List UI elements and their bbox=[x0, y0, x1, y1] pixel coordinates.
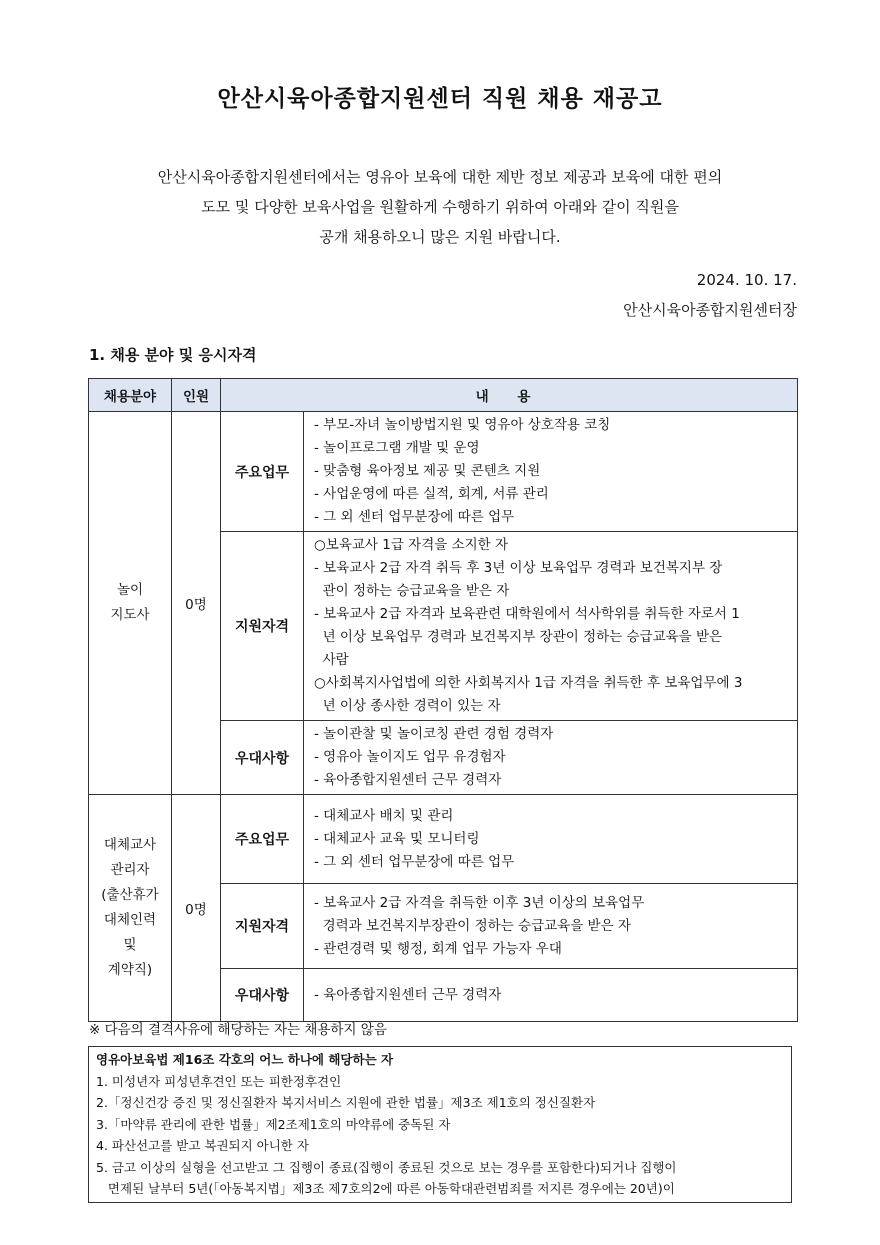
disqualification-list bbox=[96, 1071, 791, 1200]
list-item: - 육아종합지원센터 근무 경력자 bbox=[314, 772, 502, 788]
disqualification-note: ※ 다음의 결격사유에 해당하는 자는 채용하지 않음 bbox=[89, 1022, 387, 1038]
page-title: 안산시육아종합지원센터 직원 채용 재공고 bbox=[217, 86, 663, 112]
intro-line: 안산시육아종합지원센터에서는 영유아 보육에 대한 제반 정보 제공과 보육에 대한 편의 bbox=[157, 168, 723, 186]
header-category: 채용분야 bbox=[89, 379, 172, 412]
sub-category-label: 지원자격 bbox=[221, 884, 304, 969]
list-item: - 맞춤형 육아정보 제공 및 콘텐츠 지원 bbox=[314, 463, 541, 479]
sub-category-items bbox=[304, 721, 798, 795]
table-header-row bbox=[89, 379, 798, 412]
section-title: 1. 채용 분야 및 응시자격 bbox=[89, 346, 257, 364]
recruitment-table bbox=[88, 378, 798, 1022]
list-item: - 보육교사 2급 자격 취득 후 3년 이상 보육업무 경력과 보건복지부 장 bbox=[314, 560, 723, 576]
list-item: 사람 bbox=[314, 652, 349, 668]
list-item: 관이 정하는 승급교육을 받은 자 bbox=[314, 583, 510, 599]
recruit-category bbox=[89, 795, 172, 1022]
list-item: - 대체교사 교육 및 모니터링 bbox=[314, 830, 480, 847]
sub-category-label: 우대사항 bbox=[221, 969, 304, 1022]
list-item: - 보육교사 2급 자격을 취득한 이후 3년 이상의 보육업무 bbox=[314, 894, 645, 911]
category-line: 대체인력 bbox=[103, 912, 157, 928]
list-item: - 보육교사 2급 자격과 보육관련 대학원에서 석사학위를 취득한 자로서 1 bbox=[314, 606, 740, 622]
list-item: 년 이상 보육업무 경력과 보건복지부 장관이 정하는 승급교육을 받은 bbox=[314, 629, 723, 645]
list-item: 5. 금고 이상의 실형을 선고받고 그 집행이 종료(집행이 종료된 것으로 보는 경우를 포함한다)되거나 집행이 bbox=[96, 1159, 677, 1175]
date-block bbox=[623, 265, 797, 325]
sub-category-label: 지원자격 bbox=[221, 532, 304, 721]
sub-category-items bbox=[304, 795, 798, 884]
list-item: 1. 미성년자 피성년후견인 또는 피한정후견인 bbox=[96, 1073, 342, 1089]
category-line: 및 bbox=[123, 937, 137, 953]
category-line: 놀이 bbox=[116, 582, 144, 598]
sub-category-items bbox=[304, 532, 798, 721]
list-item: 년 이상 종사한 경력이 있는 자 bbox=[314, 698, 501, 714]
category-line: 관리자 bbox=[110, 862, 150, 878]
category-line: 계약직) bbox=[107, 962, 153, 978]
disqualification-heading: 영유아보육법 제16조 각호의 어느 하나에 해당하는 자 bbox=[96, 1052, 394, 1067]
list-item: 4. 파산선고를 받고 복권되지 아니한 자 bbox=[96, 1138, 309, 1153]
category-line: 대체교사 bbox=[103, 837, 157, 853]
list-item: - 영유아 놀이지도 업무 유경험자 bbox=[314, 749, 506, 765]
recruit-category bbox=[89, 412, 172, 795]
list-item: - 사업운영에 따른 실적, 회계, 서류 관리 bbox=[314, 486, 549, 502]
list-item: - 놀이프로그램 개발 및 운영 bbox=[314, 440, 480, 456]
table-row bbox=[89, 795, 798, 884]
list-item: ○보육교사 1급 자격을 소지한 자 bbox=[314, 537, 509, 553]
sub-category-items bbox=[304, 884, 798, 969]
list-item: - 관련경력 및 행정, 회계 업무 가능자 우대 bbox=[314, 940, 562, 957]
sub-category-label: 주요업무 bbox=[221, 795, 304, 884]
list-item: - 육아종합지원센터 근무 경력자 bbox=[314, 986, 502, 1003]
list-item: 경력과 보건복지부장관이 정하는 승급교육을 받은 자 bbox=[314, 917, 631, 934]
header-count: 인원 bbox=[172, 379, 221, 412]
headcount: 0명 bbox=[172, 412, 221, 795]
disqualification-box bbox=[88, 1046, 792, 1203]
header-content: 내 용 bbox=[221, 379, 798, 412]
list-item: 2.「정신건강 증진 및 정신질환자 복지서비스 지원에 관한 법률」제3조 제1호의 정신질환자 bbox=[96, 1095, 596, 1110]
intro-line: 공개 채용하오니 많은 지원 바랍니다. bbox=[319, 228, 561, 246]
list-item: ○사회복지사업법에 의한 사회복지사 1급 자격을 취득한 후 보육업무에 3 bbox=[314, 675, 743, 691]
sub-category-label: 우대사항 bbox=[221, 721, 304, 795]
intro-paragraph bbox=[100, 162, 780, 252]
list-item: - 그 외 센터 업무분장에 따른 업무 bbox=[314, 853, 515, 870]
list-item: - 대체교사 배치 및 관리 bbox=[314, 807, 454, 824]
intro-line: 도모 및 다양한 보육사업을 원활하게 수행하기 위하여 아래와 같이 직원을 bbox=[201, 198, 679, 216]
table-body bbox=[89, 412, 798, 1022]
sub-category-items bbox=[304, 969, 798, 1022]
list-item: 면제된 날부터 5년(「아동복지법」제3조 제7호의2에 따른 아동학대관련범죄를 저지른 경우에는 20년)이 bbox=[96, 1181, 675, 1196]
category-line: (출산휴가 bbox=[101, 887, 159, 903]
sub-category-label: 주요업무 bbox=[221, 412, 304, 532]
issuer: 안산시육아종합지원센터장 bbox=[623, 301, 797, 319]
list-item: 3.「마약류 관리에 관한 법률」제2조제1호의 마약류에 중독된 자 bbox=[96, 1116, 451, 1132]
sub-category-items bbox=[304, 412, 798, 532]
headcount: 0명 bbox=[172, 795, 221, 1022]
list-item: - 그 외 센터 업무분장에 따른 업무 bbox=[314, 509, 515, 525]
list-item: - 부모-자녀 놀이방법지원 및 영유아 상호작용 코칭 bbox=[314, 417, 611, 433]
announcement-date: 2024. 10. 17. bbox=[696, 271, 797, 289]
table-row bbox=[89, 412, 798, 532]
category-line: 지도사 bbox=[110, 607, 150, 623]
list-item: - 놀이관찰 및 놀이코칭 관련 경험 경력자 bbox=[314, 726, 554, 742]
